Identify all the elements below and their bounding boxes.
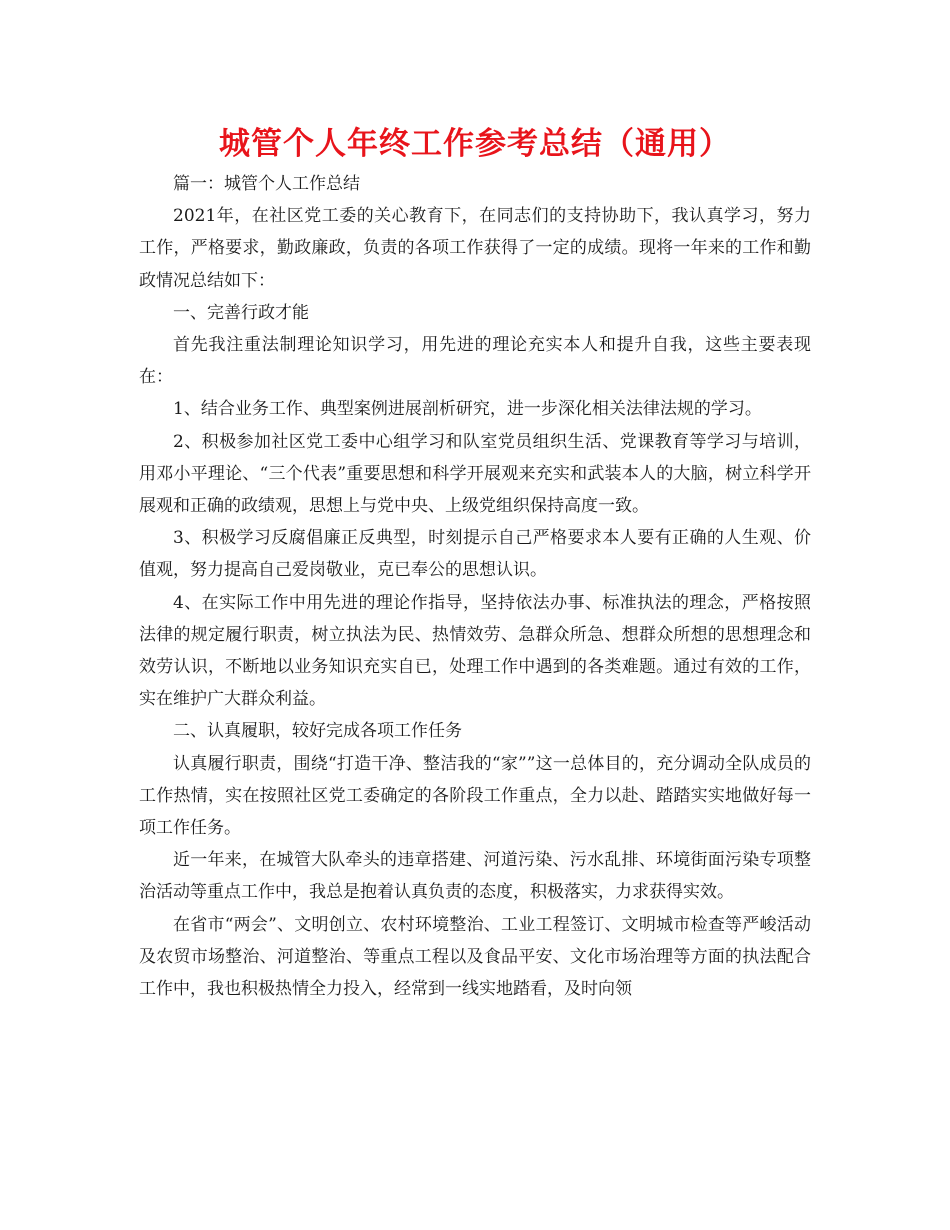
paragraph-list-item: 4、在实际工作中用先进的理论作指导，坚持依法办事、标准执法的理念，严格按照法律的规定履行职责，树立执法为民、热情效劳、急群众所急、想群众所想的思想理念和效劳认识，不断地以业务知识充实自已，处理工作中遇到的各类难题。通过有效的工作，实在维护广大群众利益。 bbox=[139, 592, 811, 710]
paragraph-section-heading: 篇一：城管个人工作总结 bbox=[173, 174, 360, 194]
paragraph-heading: 二、认真履职，较好完成各项工作任务 bbox=[173, 721, 462, 742]
paragraph: 认真履行职责，围绕“打造干净、整洁我的“家””这一总体目的，充分调动全队成员的工作热情，实在按照社区党工委确定的各阶段工作重点，全力以赴、踏踏实实地做好每一项工作任务。 bbox=[139, 753, 811, 839]
document-body bbox=[139, 168, 811, 1005]
paragraph: 近一年来，在城管大队牵头的违章搭建、河道污染、污水乱排、环境街面污染专项整治活动等重点工作中，我总是抱着认真负责的态度，积极落实，力求获得实效。 bbox=[139, 850, 811, 903]
paragraph-list-item: 1、结合业务工作、典型案例进展剖析研究，进一步深化相关法律法规的学习。 bbox=[173, 399, 762, 420]
paragraph: 首先我注重法制理论知识学习，用先进的理论充实本人和提升自我，这些主要表现在： bbox=[139, 335, 811, 388]
paragraph-list-item: 3、积极学习反腐倡廉正反典型，时刻提示自己严格要求本人要有正确的人生观、价值观，努力提高自己爱岗敬业，克已奉公的思想认识。 bbox=[139, 528, 811, 581]
paragraph: 2021年，在社区党工委的关心教育下，在同志们的支持协助下，我认真学习，努力工作，严格要求，勤政廉政，负责的各项工作获得了一定的成绩。现将一年来的工作和勤政情况总结如下： bbox=[139, 206, 811, 291]
paragraph-heading: 一、完善行政才能 bbox=[173, 302, 309, 323]
document-title: 城管个人年终工作参考总结（通用） bbox=[219, 126, 731, 162]
paragraph-list-item: 2、积极参加社区党工委中心组学习和队室党员组织生活、党课教育等学习与培训，用邓小平理论、“三个代表”重要思想和科学开展观来充实和武装本人的大脑，树立科学开展观和正确的政绩观，思想上与党中央、上级党组织保持高度一致。 bbox=[139, 431, 811, 517]
paragraph: 在省市“两会”、文明创立、农村环境整治、工业工程签订、文明城市检查等严峻活动及农贸市场整治、河道整治、等重点工程以及食品平安、文化市场治理等方面的执法配合工作中，我也积极热情全力投入，经常到一线实地踏看，及时向领 bbox=[139, 914, 811, 1000]
